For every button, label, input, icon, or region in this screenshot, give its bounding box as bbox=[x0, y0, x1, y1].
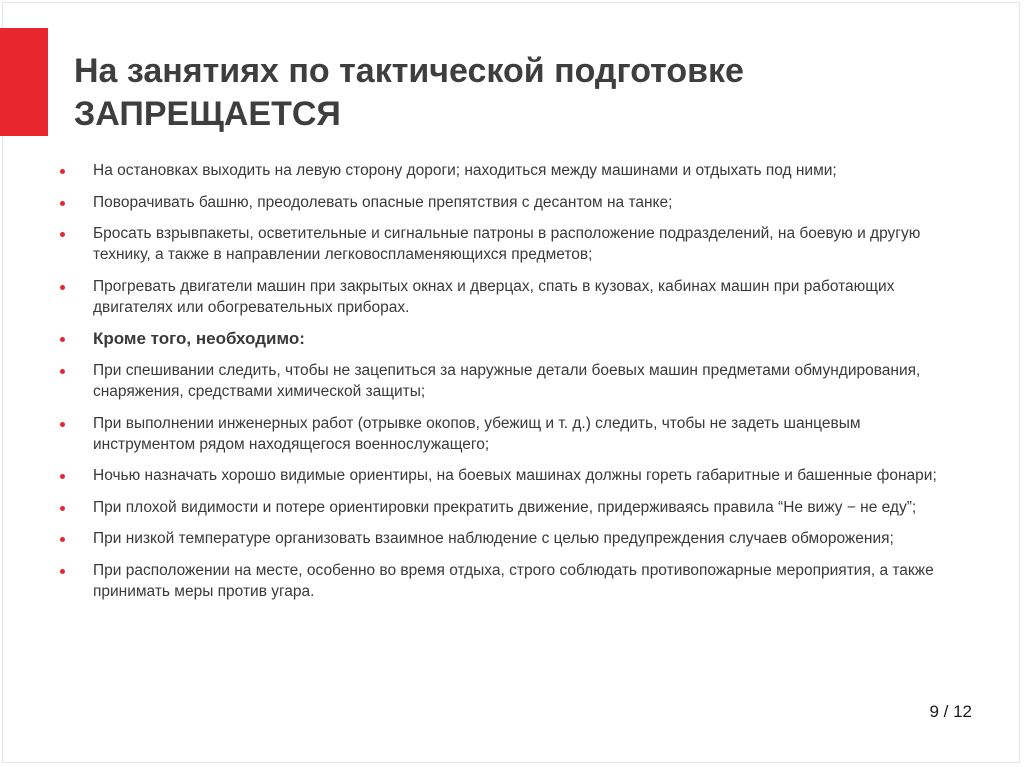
bullet-dot-icon bbox=[60, 285, 65, 290]
list-item-text: При низкой температуре организовать взаимное наблюдение с целью предупреждения случаев обморожения; bbox=[93, 530, 894, 547]
page-number: 9 / 12 bbox=[929, 702, 972, 721]
slide-title-line-1: На занятиях по тактической подготовке bbox=[74, 52, 744, 90]
list-item-text: Бросать взрывпакеты, осветительные и сигнальные патроны в расположение подразделений, на боевую и другую технику, а также в направлении легковоспламеняющихся предметов; bbox=[93, 225, 921, 263]
list-item bbox=[60, 528, 940, 549]
list-item-text: Кроме того, необходимо: bbox=[93, 329, 305, 348]
list-item-text: На остановках выходить на левую сторону дороги; находиться между машинами и отдыхать под ними; bbox=[93, 162, 837, 179]
bullet-list bbox=[60, 160, 940, 612]
list-item bbox=[60, 360, 940, 402]
list-item-text: Ночью назначать хорошо видимые ориентиры, на боевых машинах должны гореть габаритные и башенные фонари; bbox=[93, 467, 937, 484]
list-item-text: Поворачивать башню, преодолевать опасные препятствия с десантом на танке; bbox=[93, 193, 673, 211]
bullet-dot-icon bbox=[60, 422, 65, 427]
list-item bbox=[60, 192, 940, 213]
bullet-dot-icon bbox=[60, 201, 65, 206]
accent-bar bbox=[0, 28, 48, 136]
list-heading bbox=[60, 328, 940, 349]
list-item-text: При плохой видимости и потере ориентировки прекратить движение, придерживаясь правила “Не вижу − не еду”; bbox=[93, 498, 917, 516]
bullet-dot-icon bbox=[60, 569, 65, 574]
list-item bbox=[60, 560, 940, 602]
list-item bbox=[60, 223, 940, 265]
bullet-dot-icon bbox=[60, 169, 65, 174]
list-item bbox=[60, 465, 940, 486]
list-item-text: При выполнении инженерных работ (отрывке окопов, убежищ и т. д.) следить, чтобы не задеть шанцевым инструментом рядом находящегося военнослужащего; bbox=[93, 414, 861, 453]
list-item-text: Прогревать двигатели машин при закрытых окнах и дверцах, спать в кузовах, кабинах машин при работающих двигателях или обогревательных приборах. bbox=[93, 277, 895, 316]
list-item bbox=[60, 276, 940, 318]
list-item bbox=[60, 413, 940, 455]
bullet-dot-icon bbox=[60, 369, 65, 374]
bullet-dot-icon bbox=[60, 474, 65, 479]
bullet-dot-icon bbox=[60, 337, 65, 342]
list-item bbox=[60, 497, 940, 518]
slide-title-line-2: ЗАПРЕЩАЕТСЯ bbox=[74, 95, 341, 133]
bullet-dot-icon bbox=[60, 537, 65, 542]
list-item bbox=[60, 160, 940, 181]
bullet-dot-icon bbox=[60, 506, 65, 511]
list-item-text: При спешивании следить, чтобы не зацепиться за наружные детали боевых машин предметами обмундирования, снаряжения, средствами химической защиты; bbox=[93, 362, 921, 400]
bullet-dot-icon bbox=[60, 232, 65, 237]
list-item-text: При расположении на месте, особенно во время отдыха, строго соблюдать противопожарные мероприятия, а также принимать меры против угара. bbox=[93, 561, 934, 600]
slide-title bbox=[74, 50, 974, 136]
